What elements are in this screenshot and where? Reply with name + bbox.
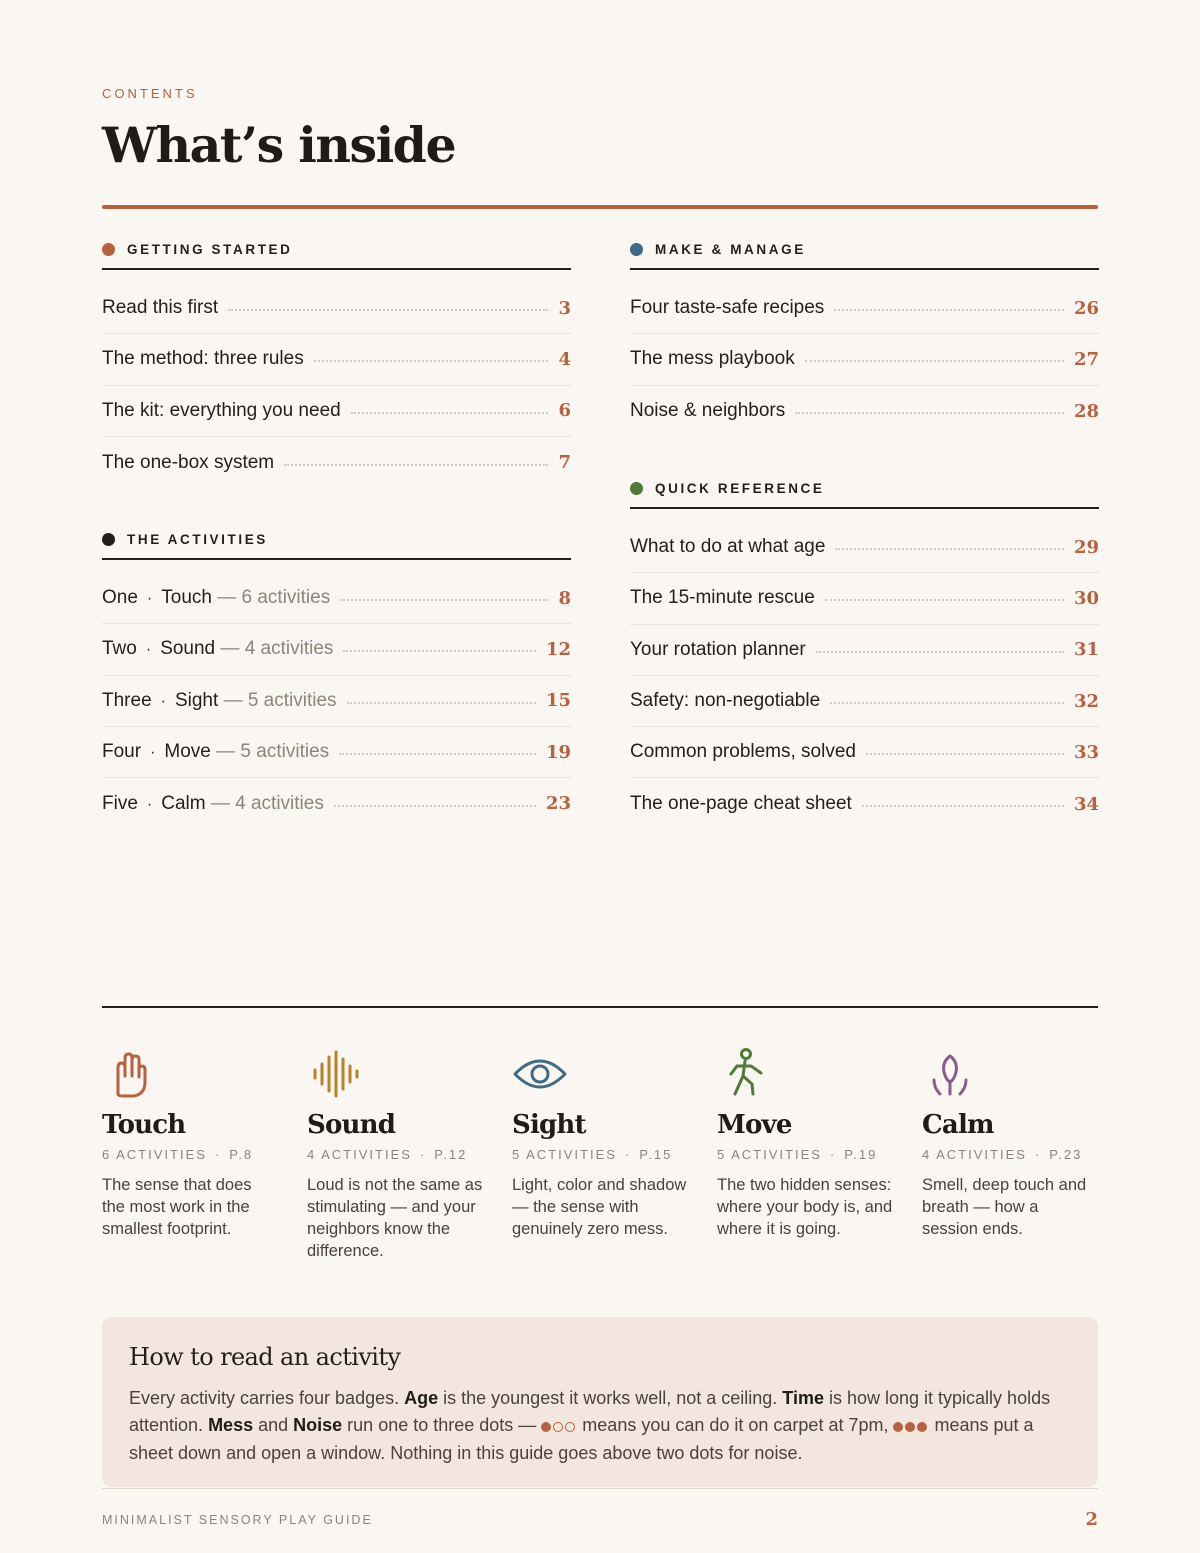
sense-card-sound[interactable]	[307, 1046, 487, 1262]
sense-count: 6 ACTIVITIES	[102, 1147, 207, 1163]
separator-dot: ·	[829, 1147, 837, 1163]
page-title: What’s inside	[102, 116, 456, 174]
callout-text: Every activity carries four badges.	[129, 1388, 405, 1408]
toc-page: 3	[558, 297, 571, 319]
badge-time-term: Time	[782, 1388, 824, 1408]
sense-meta	[922, 1147, 1102, 1162]
sense-description: Light, color and shadow — the sense with genuinely zero mess.	[512, 1176, 687, 1239]
toc-title	[102, 741, 329, 763]
toc-row[interactable]	[630, 727, 1099, 778]
empty-dot-icon	[565, 1422, 575, 1432]
dot-leader	[228, 309, 548, 311]
dot-leader	[343, 650, 536, 652]
section-header-make-manage	[630, 240, 1099, 270]
toc-page: 7	[558, 452, 571, 474]
sense-description: The two hidden senses: where your body is, and where it is going.	[717, 1176, 893, 1239]
toc-title: The one-page cheat sheet	[630, 793, 852, 815]
sense-page: P.12	[434, 1147, 468, 1163]
toc-page: 19	[545, 741, 571, 763]
toc-row[interactable]	[630, 334, 1099, 385]
separator-dot: ·	[146, 590, 153, 608]
toc-page: 32	[1073, 690, 1099, 712]
sense-card-touch[interactable]	[102, 1046, 282, 1240]
footer-label: MINIMALIST SENSORY PLAY GUIDE	[102, 1513, 373, 1527]
three-dot-indicator	[893, 1413, 929, 1440]
toc-page: 31	[1073, 639, 1099, 661]
toc-title: The kit: everything you need	[102, 399, 341, 421]
toc-title	[102, 638, 333, 660]
callout-text: and	[253, 1415, 294, 1435]
filled-dot-icon	[541, 1422, 551, 1432]
chapter-title: Sound	[160, 638, 216, 660]
toc-row[interactable]	[630, 778, 1099, 829]
toc-page: 15	[545, 690, 571, 712]
toc-title: What to do at what age	[630, 536, 826, 558]
dot-leader	[339, 753, 536, 755]
toc-page: 30	[1073, 587, 1099, 609]
soundwave-icon	[307, 1046, 367, 1102]
dot-leader	[334, 805, 536, 807]
toc-title	[102, 690, 337, 712]
footer-page-number: 2	[1085, 1509, 1098, 1530]
separator-dot: ·	[214, 1147, 222, 1163]
footer-rule	[102, 1488, 1098, 1489]
chapter-number: Five	[102, 792, 138, 814]
callout-text: means put a sheet down and open a window. Nothing in this guide goes above two dots for noise.	[129, 1415, 1034, 1463]
flame-icon	[922, 1046, 982, 1102]
walking-figure-icon	[717, 1046, 777, 1102]
toc-row[interactable]	[630, 386, 1099, 437]
one-dot-indicator	[541, 1413, 577, 1440]
dot-leader	[816, 651, 1064, 653]
callout-text: means you can do it on carpet at 7pm,	[577, 1415, 894, 1435]
toc-page: 23	[545, 793, 571, 815]
toc-row[interactable]	[102, 437, 571, 488]
chapter-title: Calm	[161, 792, 206, 814]
separator-dot: ·	[150, 744, 156, 762]
toc-title: Safety: non-negotiable	[630, 690, 821, 712]
toc-page: 33	[1073, 741, 1099, 763]
badge-mess-term: Mess	[208, 1415, 254, 1435]
separator-dot: ·	[146, 795, 153, 813]
sense-count: 5 ACTIVITIES	[717, 1147, 822, 1163]
dot-leader	[834, 309, 1064, 311]
toc-list-make-manage	[630, 283, 1099, 437]
dot-leader	[284, 464, 548, 466]
callout-body	[129, 1385, 1079, 1467]
sense-page: P.15	[639, 1147, 673, 1163]
toc-page: 26	[1073, 297, 1099, 319]
sense-description: Loud is not the same as stimulating — and your neighbors know the difference.	[307, 1176, 483, 1261]
activity-count: — 4 activities	[210, 792, 324, 814]
sense-page: P.19	[844, 1147, 878, 1163]
section-label: GETTING STARTED	[127, 242, 293, 257]
chapter-title: Touch	[161, 587, 212, 609]
activity-count: — 5 activities	[216, 741, 330, 763]
callout-text: run one to three dots —	[342, 1415, 542, 1435]
sense-meta	[717, 1147, 897, 1162]
dot-leader	[347, 702, 536, 704]
toc-row[interactable]	[630, 522, 1099, 573]
dot-leader	[825, 599, 1064, 601]
dot-leader	[351, 412, 549, 414]
toc-page: 29	[1073, 536, 1099, 558]
dot-leader	[830, 702, 1064, 704]
separator-dot: ·	[624, 1147, 632, 1163]
callout-text: is the youngest it works well, not a ceiling.	[438, 1388, 783, 1408]
empty-dot-icon	[553, 1422, 563, 1432]
dot-leader	[805, 360, 1064, 362]
section-header-activities	[102, 530, 571, 560]
toc-row[interactable]	[102, 386, 571, 437]
how-to-read-callout	[102, 1317, 1098, 1487]
toc-row[interactable]	[102, 727, 571, 778]
activity-count: — 6 activities	[217, 587, 331, 609]
sense-page: P.8	[229, 1147, 254, 1163]
toc-page: 6	[558, 400, 571, 422]
badge-noise-term: Noise	[293, 1415, 343, 1435]
section-dot	[630, 482, 643, 495]
chapter-number: Three	[102, 689, 152, 711]
sense-meta	[512, 1147, 692, 1162]
toc-row[interactable]	[630, 625, 1099, 676]
sense-meta	[307, 1147, 487, 1162]
filled-dot-icon	[917, 1422, 927, 1432]
toc-list-activities	[102, 573, 571, 829]
toc-title: Four taste-safe recipes	[630, 297, 825, 319]
dot-leader	[314, 360, 549, 362]
dot-leader	[866, 753, 1064, 755]
toc-title: Noise & neighbors	[630, 400, 786, 422]
separator-dot: ·	[145, 641, 152, 659]
sense-count: 4 ACTIVITIES	[307, 1147, 412, 1163]
title-rule	[102, 205, 1098, 209]
section-label: QUICK REFERENCE	[655, 481, 825, 496]
separator-dot: ·	[419, 1147, 427, 1163]
eyebrow: CONTENTS	[102, 86, 198, 101]
toc-page: 27	[1073, 348, 1099, 370]
sense-count: 4 ACTIVITIES	[922, 1147, 1027, 1163]
dot-leader	[835, 548, 1064, 550]
activity-count: — 5 activities	[223, 689, 337, 711]
section-header-getting-started	[102, 240, 571, 270]
section-dot	[102, 533, 115, 546]
toc-list-quick-reference	[630, 522, 1099, 830]
filled-dot-icon	[905, 1422, 915, 1432]
section-divider	[102, 1006, 1098, 1008]
sense-name: Touch	[102, 1110, 186, 1140]
callout-text: is how long it typically holds attention.	[129, 1388, 1051, 1435]
sense-name: Sound	[307, 1110, 396, 1140]
toc-row[interactable]	[630, 676, 1099, 727]
toc-title	[102, 587, 330, 609]
toc-row[interactable]	[102, 676, 571, 727]
toc-row[interactable]	[102, 778, 571, 829]
toc-title: The method: three rules	[102, 348, 304, 370]
sense-card-calm[interactable]	[922, 1046, 1102, 1240]
toc-title: The 15-minute rescue	[630, 587, 815, 609]
dot-leader	[862, 805, 1064, 807]
toc-row[interactable]	[102, 573, 571, 624]
section-dot	[102, 243, 115, 256]
toc-title	[102, 793, 324, 815]
sense-count: 5 ACTIVITIES	[512, 1147, 617, 1163]
filled-dot-icon	[893, 1422, 903, 1432]
sense-card-move[interactable]	[717, 1046, 897, 1240]
section-header-quick-reference	[630, 479, 1099, 509]
toc-page: 34	[1073, 793, 1099, 815]
toc-page: 8	[558, 587, 571, 609]
sense-description: Smell, deep touch and breath — how a session ends.	[922, 1176, 1087, 1239]
toc-title: The one-box system	[102, 451, 275, 473]
toc-row[interactable]	[102, 624, 571, 675]
toc-row[interactable]	[630, 573, 1099, 624]
toc-page: 12	[545, 638, 571, 660]
activity-count: — 4 activities	[220, 638, 334, 660]
separator-dot: ·	[1034, 1147, 1042, 1163]
toc-page: 28	[1073, 400, 1099, 422]
badge-age-term: Age	[404, 1388, 439, 1408]
toc-page: 4	[558, 348, 571, 370]
toc-title: Your rotation planner	[630, 638, 806, 660]
toc-title: Common problems, solved	[630, 741, 856, 763]
sense-page: P.23	[1049, 1147, 1083, 1163]
eye-icon	[512, 1046, 572, 1102]
toc-title: Read this first	[102, 297, 219, 319]
dot-leader	[795, 412, 1064, 414]
chapter-title: Sight	[174, 689, 219, 711]
section-label: THE ACTIVITIES	[127, 532, 268, 547]
toc-list-getting-started	[102, 283, 571, 488]
section-label: MAKE & MANAGE	[655, 242, 806, 257]
hand-icon	[102, 1046, 162, 1102]
chapter-number: Four	[102, 741, 142, 763]
chapter-number: One	[102, 587, 138, 609]
sense-name: Sight	[512, 1110, 586, 1140]
section-dot	[630, 243, 643, 256]
sense-card-sight[interactable]	[512, 1046, 692, 1240]
chapter-number: Two	[102, 638, 137, 660]
callout-title: How to read an activity	[129, 1343, 401, 1371]
chapter-title: Move	[164, 741, 211, 763]
toc-title: The mess playbook	[630, 348, 795, 370]
sense-description: The sense that does the most work in the smallest footprint.	[102, 1176, 252, 1239]
toc-row[interactable]	[102, 334, 571, 385]
dot-leader	[340, 599, 548, 601]
toc-row[interactable]	[102, 283, 571, 334]
sense-name: Move	[717, 1110, 792, 1140]
separator-dot: ·	[160, 692, 166, 710]
sense-meta	[102, 1147, 282, 1162]
toc-row[interactable]	[630, 283, 1099, 334]
sense-name: Calm	[922, 1110, 994, 1140]
